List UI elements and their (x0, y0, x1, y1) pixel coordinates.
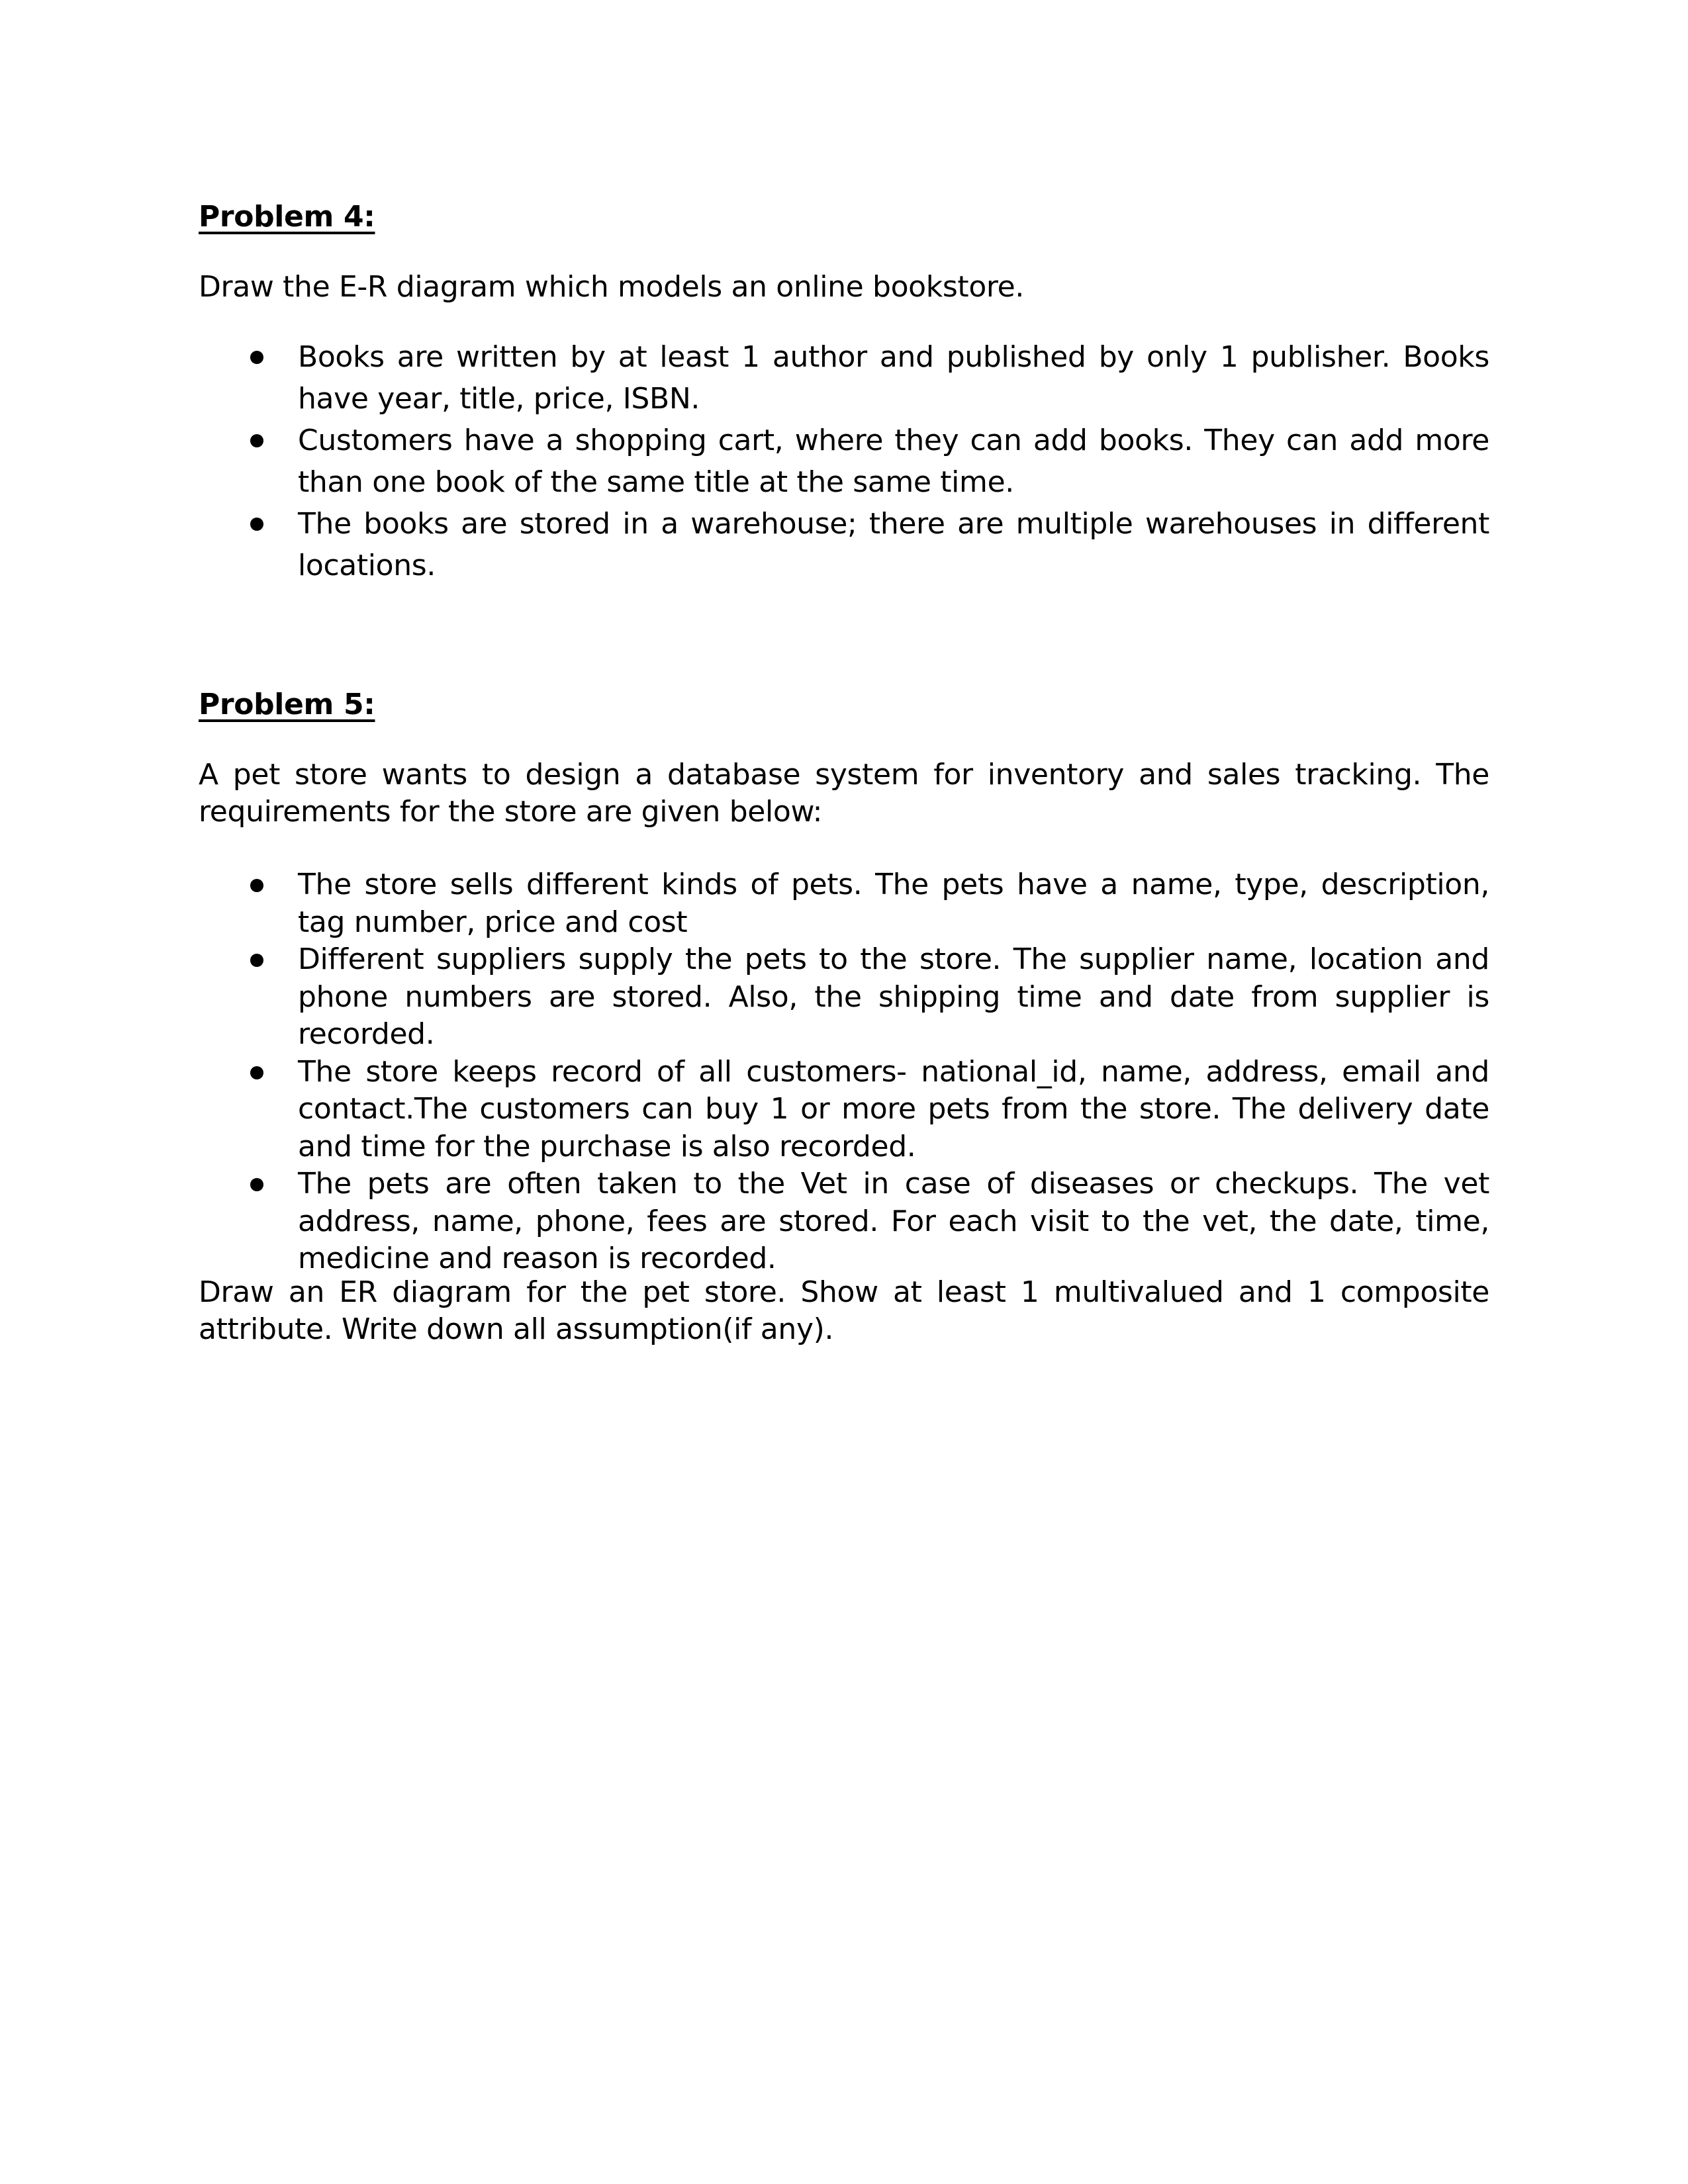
problem5-bullet-list (199, 866, 1489, 1278)
bullet-icon (250, 1066, 263, 1079)
problem4-heading: Problem 4: (199, 200, 375, 234)
list-item-text: Customers have a shopping cart, where they can add books. They can add more than one book of the same title at the same time. (298, 424, 1489, 499)
list-item (199, 1165, 1489, 1278)
problem4-bullet-list (199, 336, 1489, 586)
list-item (199, 866, 1489, 941)
list-item-text: Books are written by at least 1 author and published by only 1 publisher. Books have year, title, price, ISBN. (298, 340, 1489, 416)
document-page (199, 0, 1489, 2184)
list-item-text: Different suppliers supply the pets to the store. The supplier name, location and phone numbers are stored. Also, the shipping time and date from supplier is recorded. (298, 942, 1489, 1051)
bullet-icon (250, 518, 263, 531)
problem5-intro: A pet store wants to design a database system for inventory and sales tracking. The requirements for the store are given below: (199, 758, 1489, 829)
problem5-heading: Problem 5: (199, 688, 375, 721)
bullet-icon (250, 954, 263, 967)
problem5-closing: Draw an ER diagram for the pet store. Show at least 1 multivalued and 1 composite attribute. Write down all assumption(if any). (199, 1275, 1489, 1346)
list-item (199, 941, 1489, 1054)
list-item-text: The books are stored in a warehouse; there are multiple warehouses in different locations. (298, 507, 1489, 582)
bullet-icon (250, 351, 263, 364)
bullet-icon (250, 1178, 263, 1191)
list-item-text: The pets are often taken to the Vet in case of diseases or checkups. The vet address, name, phone, fees are stored. For each visit to the vet, the date, time, medicine and reason is recorded. (298, 1167, 1489, 1275)
bullet-icon (250, 434, 263, 447)
list-item (199, 1054, 1489, 1166)
list-item (199, 420, 1489, 503)
list-item (199, 503, 1489, 586)
bullet-icon (250, 879, 263, 892)
problem4-intro: Draw the E-R diagram which models an online bookstore. (199, 270, 1025, 304)
list-item-text: The store keeps record of all customers- national_id, name, address, email and contact.The customers can buy 1 or more pets from the store. The delivery date and time for the purchase is also recorded. (298, 1054, 1489, 1163)
list-item-text: The store sells different kinds of pets. The pets have a name, type, description, tag number, price and cost (298, 868, 1489, 939)
list-item (199, 336, 1489, 420)
